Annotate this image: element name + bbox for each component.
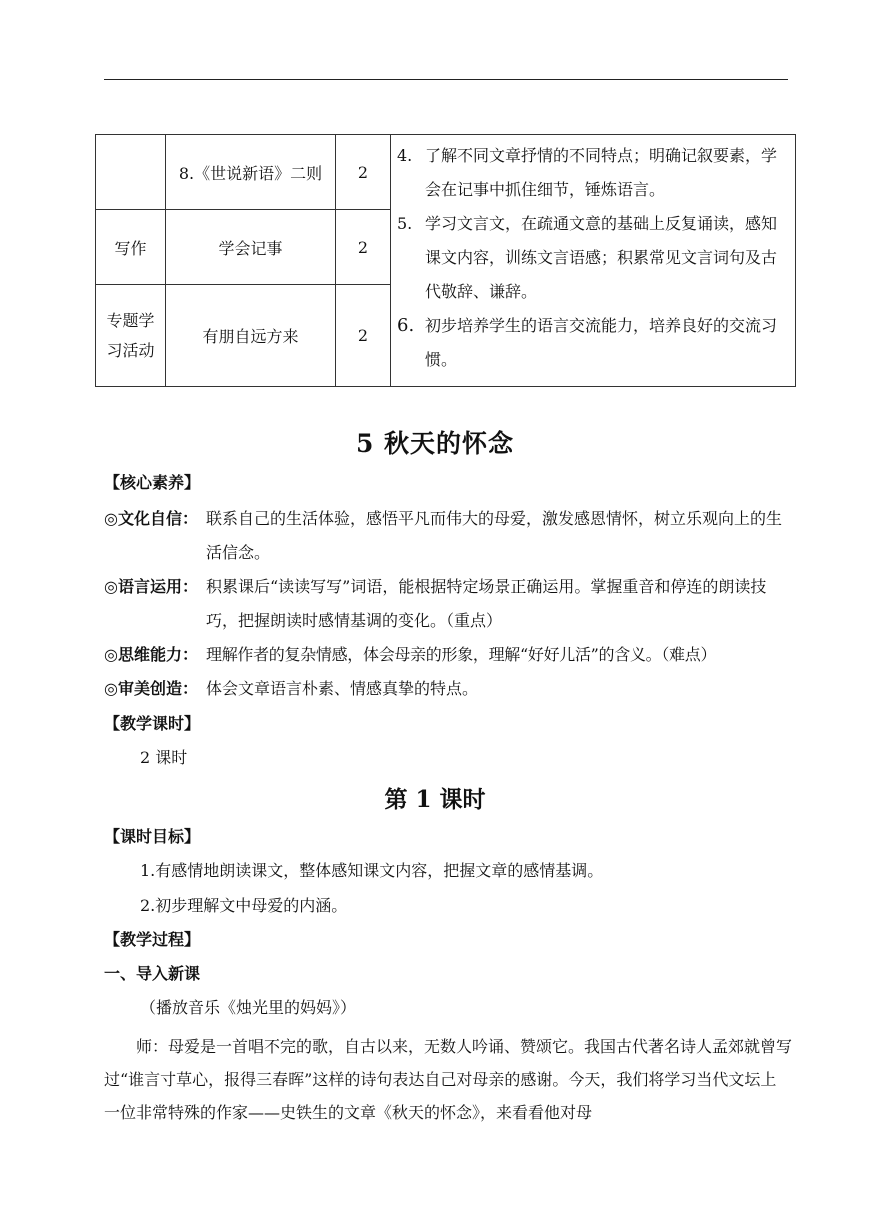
literacy-text: 体会文章语言朴素、情感真挚的特点。 [206, 679, 479, 698]
goal-item: 1.有感情地朗读课文，整体感知课文内容，把握文章的感情基调。 [140, 861, 604, 880]
literacy-item [104, 672, 794, 706]
title-cell: 有朋自远方来 [166, 285, 336, 387]
hours-cell: 2 [336, 135, 391, 210]
hours-cell: 2 [336, 210, 391, 285]
literacy-item [104, 638, 794, 672]
literacy-label: ◎文化自信： [104, 509, 198, 528]
literacy-label: ◎审美创造： [104, 679, 198, 698]
header-rule [104, 79, 788, 80]
title-cell: 学会记事 [166, 210, 336, 285]
step-heading: 一、导入新课 [104, 964, 201, 983]
process-heading: 【教学过程】 [104, 930, 201, 949]
literacy-text: 理解作者的复杂情感，体会母亲的形象，理解“好好儿活”的含义。（难点） [206, 645, 717, 664]
category-cell: 专题学习活动 [96, 285, 166, 387]
objective-item: 5. 学习文言文，在疏通文意的基础上反复诵读，感知课文内容，训练文言语感；积累常见文言词句及古代敬辞、谦辞。 [397, 214, 778, 301]
literacy-text: 联系自己的生活体验，感悟平凡而伟大的母爱，激发感恩情怀，树立乐观向上的生活信念。 [206, 509, 783, 562]
goal-item: 2.初步理解文中母爱的内涵。 [140, 896, 348, 915]
table-row [96, 135, 796, 210]
objective-item: 6. 初步培养学生的语言交流能力，培养良好的交流习惯。 [397, 315, 778, 369]
category-cell [96, 135, 166, 210]
objectives-cell [391, 135, 796, 387]
teaching-hours-text: 2 课时 [140, 748, 188, 767]
step-note: （播放音乐《烛光里的妈妈》） [140, 998, 357, 1017]
core-literacy-heading: 【核心素养】 [104, 473, 201, 492]
literacy-label: ◎语言运用： [104, 577, 198, 596]
hours-cell: 2 [336, 285, 391, 387]
literacy-label: ◎思维能力： [104, 645, 198, 664]
teaching-hours-heading: 【教学课时】 [104, 714, 201, 733]
period-goals-heading: 【课时目标】 [104, 827, 201, 846]
literacy-text: 积累课后“读读写写”词语，能根据特定场景正确运用。掌握重音和停连的朗读技巧，把握朗读时感情基调的变化。（重点） [206, 577, 767, 630]
literacy-item [104, 502, 794, 570]
step-body-text: 师：母爱是一首唱不完的歌，自古以来，无数人吟诵、赞颂它。我国古代著名诗人孟郊就曾写过“谁言寸草心，报得三春晖”这样的诗句表达自己对母亲的感谢。今天，我们将学习当代文坛上一位非常特殊的作家——史铁生的文章《秋天的怀念》，来看看他对母 [104, 1037, 793, 1122]
lesson-title: 5 秋天的怀念 [355, 429, 515, 458]
period-title: 第 1 课时 [384, 786, 486, 813]
unit-plan-table [95, 134, 796, 387]
title-cell: 8.《世说新语》二则 [166, 135, 336, 210]
literacy-item [104, 570, 794, 638]
objective-item: 4. 了解不同文章抒情的不同特点；明确记叙要素，学会在记事中抓住细节，锤炼语言。 [397, 146, 778, 199]
category-cell: 写作 [96, 210, 166, 285]
